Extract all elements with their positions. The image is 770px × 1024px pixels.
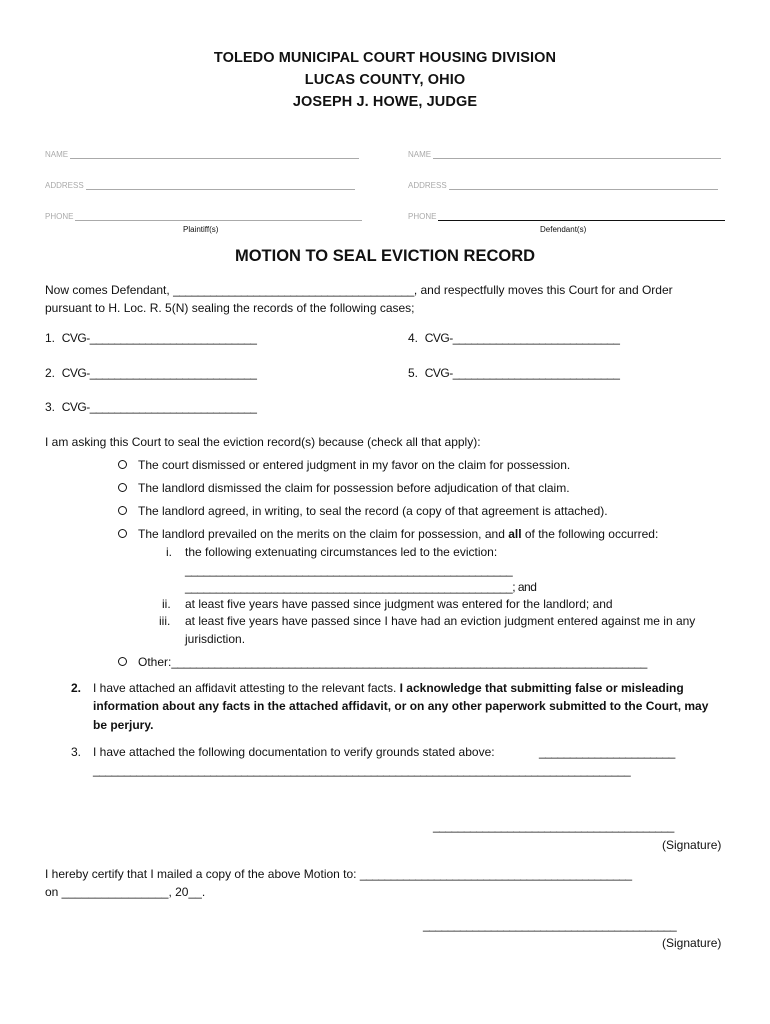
intro-text-b: , and respectfully moves this Court for and Order (413, 283, 673, 297)
documentation-blank-2[interactable]: _______________________________________________________________________________________ (93, 763, 631, 777)
plaintiff-address-field[interactable] (45, 181, 355, 190)
item-2-line-3: be perjury. (93, 718, 154, 732)
item-3-text: I have attached the following documentation to verify grounds stated above: (93, 745, 495, 759)
case-blank[interactable]: CVG-___________________________ (424, 366, 620, 380)
plaintiff-address-label: ADDRESS (45, 181, 84, 190)
intro-line-2: pursuant to H. Loc. R. 5(N) sealing the records of the following cases; (45, 301, 415, 315)
option-4-bold: all (508, 527, 522, 541)
plaintiff-phone-field[interactable] (45, 212, 362, 221)
signature-2-label: (Signature) (662, 936, 722, 950)
case-5[interactable] (408, 366, 619, 380)
defendant-caption: Defendant(s) (540, 225, 587, 234)
case-number: 4. (408, 331, 419, 345)
intro-text-a: Now comes Defendant, (45, 283, 174, 297)
certify-text: I hereby certify that I mailed a copy of the above Motion to: (45, 867, 360, 881)
certify-line-1 (45, 867, 632, 881)
plaintiff-name-label: NAME (45, 150, 69, 159)
other-blank[interactable]: _____________________________________________________________________________ (171, 655, 647, 669)
subitem-iii-text-2: jurisdiction. (185, 632, 246, 646)
option-2-label: The landlord dismissed the claim for possession before adjudication of that claim. (138, 481, 570, 495)
subitem-ii-text: at least five years have passed since judgment was entered for the landlord; and (185, 597, 613, 611)
plaintiff-caption: Plaintiff(s) (183, 225, 219, 234)
option-4-radio[interactable] (118, 529, 127, 538)
mailed-to-blank[interactable]: ____________________________________________ (359, 867, 632, 881)
item-2-line-2: information about any facts in the attached affidavit, or on any other paperwork submitted to the Court, may (93, 699, 709, 713)
option-4-text: The landlord prevailed on the merits on the claim for possession, and (138, 527, 509, 541)
defendant-address-label: ADDRESS (408, 181, 447, 190)
case-blank[interactable]: CVG-___________________________ (424, 331, 620, 345)
intro-line-1 (45, 283, 673, 297)
subitem-i-num: i. (166, 545, 172, 559)
signature-1-line[interactable]: _______________________________________ (433, 819, 674, 833)
circumstances-blank-1[interactable]: _____________________________________________________ (185, 563, 513, 577)
item-2-line-1 (93, 681, 684, 695)
court-name: TOLEDO MUNICIPAL COURT HOUSING DIVISION (213, 50, 557, 66)
option-2-radio[interactable] (118, 483, 127, 492)
plaintiff-phone-label: PHONE (45, 212, 74, 221)
option-3-label: The landlord agreed, in writing, to seal the record (a copy of that agreement is attached). (138, 504, 608, 518)
item-2-text: I have attached an affidavit attesting to the relevant facts. (93, 681, 400, 695)
signature-1-label: (Signature) (662, 838, 722, 852)
reasons-intro: I am asking this Court to seal the eviction record(s) because (check all that apply): (45, 435, 481, 449)
judge-name: JOSEPH J. HOWE, JUDGE (292, 94, 478, 110)
plaintiff-name-field[interactable] (45, 150, 359, 159)
defendant-name-blank[interactable]: _______________________________________ (173, 283, 414, 297)
defendant-name-field[interactable] (408, 150, 721, 159)
case-4[interactable] (408, 331, 619, 345)
defendant-address-field[interactable] (408, 181, 718, 190)
document-title: MOTION TO SEAL EVICTION RECORD (234, 247, 536, 265)
case-number: 5. (408, 366, 419, 380)
case-number: 3. (45, 400, 56, 414)
certify-date[interactable]: on ________________, 20__. (45, 885, 206, 899)
option-3-radio[interactable] (118, 506, 127, 515)
case-blank[interactable]: CVG-___________________________ (61, 331, 257, 345)
circumstances-blank-2[interactable]: _____________________________________________________; and (185, 580, 537, 594)
item-2-num: 2. (71, 681, 82, 695)
defendant-phone-field[interactable] (408, 212, 725, 221)
defendant-phone-label: PHONE (408, 212, 437, 221)
case-number: 1. (45, 331, 56, 345)
subitem-i-text: the following extenuating circumstances led to the eviction: (185, 545, 498, 559)
subitem-iii-text: at least five years have passed since I have had an eviction judgment entered against me in any (185, 614, 696, 628)
signature-2-line[interactable]: _________________________________________ (423, 918, 677, 932)
documentation-blank-1[interactable]: ______________________ (539, 745, 675, 759)
option-other (138, 655, 647, 669)
option-1-label: The court dismissed or entered judgment in my favor on the claim for possession. (138, 458, 571, 472)
county-name: LUCAS COUNTY, OHIO (304, 72, 466, 88)
case-1[interactable] (45, 331, 256, 345)
option-1-radio[interactable] (118, 460, 127, 469)
subitem-ii-num: ii. (162, 597, 171, 611)
item-3-num: 3. (71, 745, 82, 759)
case-3[interactable] (45, 400, 256, 414)
case-blank[interactable]: CVG-___________________________ (61, 366, 257, 380)
option-4-label (138, 527, 658, 541)
item-2-bold-1: I acknowledge that submitting false or misleading (399, 681, 684, 695)
case-2[interactable] (45, 366, 256, 380)
case-blank[interactable]: CVG-___________________________ (61, 400, 257, 414)
subitem-iii-num: iii. (159, 614, 171, 628)
case-number: 2. (45, 366, 56, 380)
option-other-radio[interactable] (118, 657, 127, 666)
other-label: Other: (138, 655, 172, 669)
option-4-text-end: of the following occurred: (521, 527, 659, 541)
defendant-name-label: NAME (408, 150, 432, 159)
